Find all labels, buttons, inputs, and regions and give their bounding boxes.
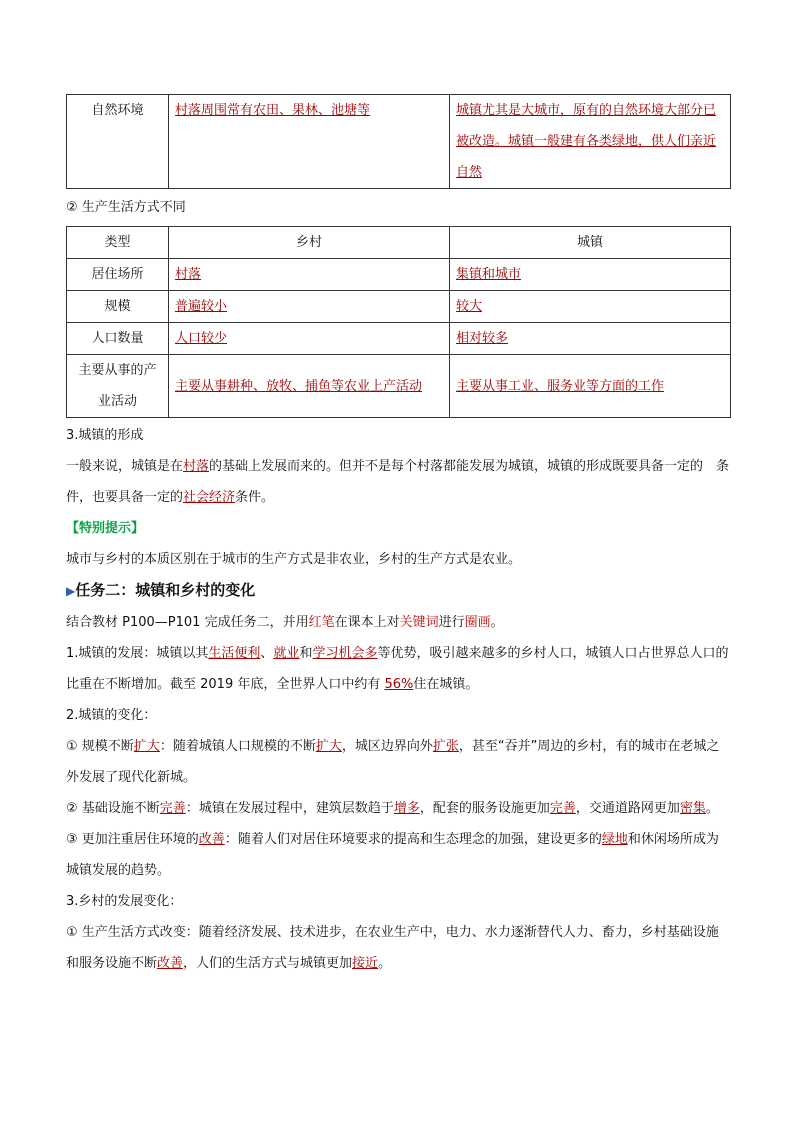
urban-development-paragraph: [66, 638, 730, 700]
text: 一般来说，城镇是在: [66, 459, 184, 474]
list-item: [66, 917, 730, 979]
rural-cell: [169, 95, 450, 189]
rural-cell: [169, 291, 450, 323]
answer: 绿地: [601, 832, 628, 847]
table-row: [67, 259, 731, 291]
rural-cell: [169, 323, 450, 355]
section-title: 3.城镇的形成: [66, 428, 144, 443]
answer: 完善: [159, 801, 186, 816]
task2-heading: [66, 575, 730, 607]
answer: 生活便利: [208, 646, 261, 661]
answer: 扩大: [133, 739, 160, 754]
task2-intro: [66, 607, 730, 638]
list-item: [66, 793, 730, 824]
list-item: [66, 824, 730, 886]
table-row: [67, 95, 731, 189]
text: 进行: [438, 615, 465, 630]
urban-cell: [450, 95, 731, 189]
row-label: 规模: [67, 291, 169, 323]
text: ，交通道路网更加: [575, 801, 680, 816]
lifestyle-table: [66, 226, 731, 418]
text: ① 规模不断: [66, 739, 134, 754]
answer: 56%: [384, 677, 414, 692]
section-title: 2.城镇的变化：: [66, 708, 157, 723]
text: 。: [490, 615, 504, 630]
page: [66, 94, 730, 979]
table-row: [67, 323, 731, 355]
subheading: ② 生产生活方式不同: [66, 200, 186, 215]
text: ② 基础设施不断: [66, 801, 160, 816]
text: 结合教材 P100—P101 完成任务二，并用: [66, 615, 309, 630]
formation-paragraph: [66, 451, 730, 513]
text: 的基础上发展而来的。但并不是每个村落都能发展为城镇，城镇的形成既要具备一定的 条件，也要具备一定的: [66, 459, 730, 505]
text: 等优势，吸引越来越多的乡村人口，城镇人口占世界总人口的比重在不断增加。截至 2019 年底，全世界人口中约有: [66, 646, 729, 692]
text: 住在城镇。: [413, 677, 479, 692]
answer: 人口较少: [175, 331, 228, 346]
answer: 扩大: [315, 739, 342, 754]
highlight: 红笔: [308, 615, 335, 630]
answer: 村落: [183, 459, 210, 474]
row-label: 主要从事的产业活动: [67, 355, 169, 418]
text: 在课本上对: [334, 615, 400, 630]
urban-cell: [450, 291, 731, 323]
text: 和休闲场所成为城镇发展的趋势。: [66, 832, 719, 878]
highlight: 关键词: [399, 615, 439, 630]
task2-title: 任务二：城镇和乡村的变化: [75, 581, 256, 599]
text: ，城区边界向外: [341, 739, 433, 754]
text: ③ 更加注重居住环境的: [66, 832, 199, 847]
answer: 主要从事耕种、放牧、捕鱼等农业上产活动: [175, 378, 423, 394]
header-cell: 类型: [67, 227, 169, 259]
answer: 社会经济: [183, 490, 236, 505]
text: 。: [378, 956, 392, 971]
answer: 普遍较小: [175, 299, 228, 314]
text: ：城镇在发展过程中，建筑层数趋于: [185, 801, 394, 816]
text: ，配套的服务设施更加: [419, 801, 550, 816]
answer: 城镇尤其是大城市，原有的自然环境大部分已被改造。城镇一般建有各类绿地，供人们亲近自然: [456, 103, 717, 180]
answer: 改善: [157, 956, 184, 971]
answer: 相对较多: [456, 331, 509, 346]
rural-cell: [169, 259, 450, 291]
section-title: 3.乡村的发展变化：: [66, 894, 183, 909]
highlight: 圈画: [464, 615, 491, 630]
text: ，人们的生活方式与城镇更加: [183, 956, 353, 971]
text: ① 生产生活方式改变：随着经济发展、技术进步，在农业生产中，电力、水力逐渐替代人力、畜力，乡村基础设施和服务设施不断: [66, 925, 719, 971]
tip-text: 城市与乡村的本质区别在于城市的生产方式是非农业，乡村的生产方式是农业。: [66, 552, 522, 567]
answer: 完善: [549, 801, 576, 816]
answer: 较大: [456, 299, 483, 314]
text: 条件。: [235, 490, 275, 505]
header-cell: 城镇: [450, 227, 731, 259]
answer: 增多: [393, 801, 420, 816]
text: 和: [299, 646, 313, 661]
tip-label: 【特别提示】: [66, 521, 145, 536]
answer: 主要从事工业、服务业等方面的工作: [456, 378, 665, 394]
rural-cell: [169, 355, 450, 418]
text: 。: [705, 801, 719, 816]
table-header: [67, 227, 731, 259]
text: 1.城镇的发展：城镇以其: [66, 646, 209, 661]
text: ，甚至“吞并”周边的乡村，有的城市在老城之外发展了现代化新城。: [66, 739, 720, 785]
row-label: 居住场所: [67, 259, 169, 291]
answer: 集镇和城市: [456, 267, 522, 282]
answer: 学习机会多: [312, 646, 378, 661]
answer: 村落: [175, 267, 202, 282]
triangle-icon: ▶: [66, 584, 76, 598]
table-row: [67, 291, 731, 323]
text: ：随着城镇人口规模的不断: [159, 739, 316, 754]
answer: 密集: [679, 801, 706, 816]
natural-environment-table: [66, 94, 731, 189]
urban-cell: [450, 323, 731, 355]
urban-cell: [450, 355, 731, 418]
header-cell: 乡村: [169, 227, 450, 259]
answer: 就业: [273, 646, 300, 661]
list-item: [66, 731, 730, 793]
text: 、: [260, 646, 274, 661]
answer: 接近: [352, 956, 379, 971]
answer: 扩张: [432, 739, 459, 754]
urban-cell: [450, 259, 731, 291]
answer: 村落周围常有农田、果林、池塘等: [175, 103, 371, 118]
answer: 改善: [198, 832, 225, 847]
row-label: 人口数量: [67, 323, 169, 355]
text: ：随着人们对居住环境要求的提高和生态理念的加强，建设更多的: [224, 832, 602, 847]
row-label: 自然环境: [67, 95, 169, 189]
table-row: [67, 355, 731, 418]
